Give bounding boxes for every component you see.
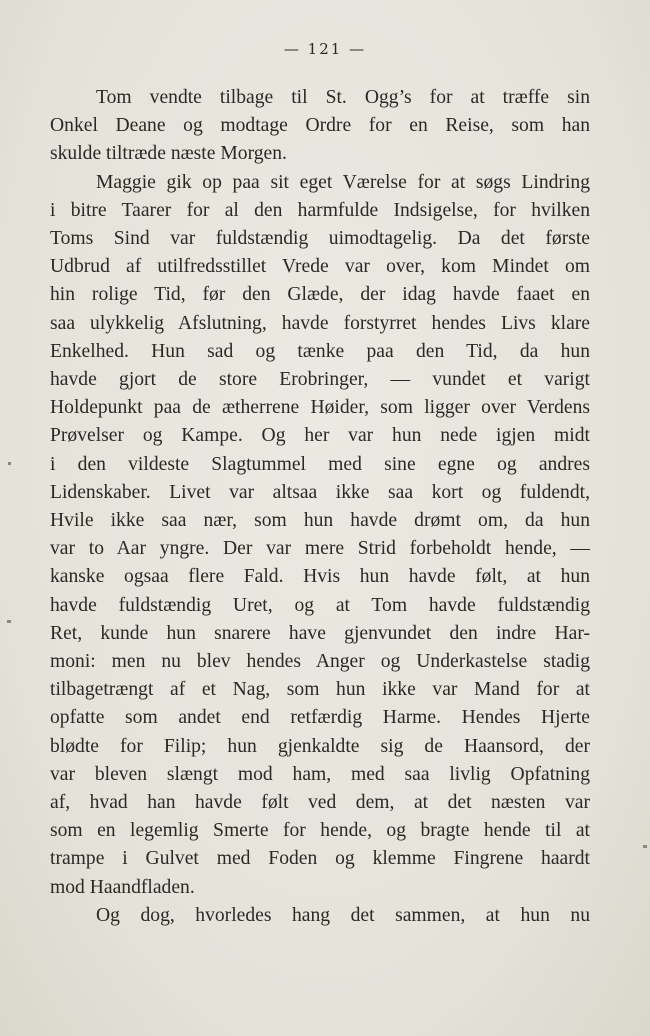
text-line: af, hvad han havde følt ved dem, at det næsten var xyxy=(50,792,590,814)
margin-speck xyxy=(7,620,11,623)
text-line: i bitre Taarer for al den harmfulde Indsigelse, for hvilken xyxy=(50,199,590,221)
text-line: skulde tiltræde næste Morgen. xyxy=(50,143,287,165)
text-line: Prøvelser og Kampe. Og her var hun nede igjen midt xyxy=(50,425,590,447)
text-line: Enkelhed. Hun sad og tænke paa den Tid, da hun xyxy=(50,340,590,362)
text-line: trampe i Gulvet med Foden og klemme Fingrene haardt xyxy=(50,848,590,870)
text-line: havde fuldstændig Uret, og at Tom havde fuldstændig xyxy=(50,594,590,616)
text-line: Onkel Deane og modtage Ordre for en Reise, som han xyxy=(50,115,590,137)
text-line: moni: men nu blev hendes Anger og Underkastelse stadig xyxy=(50,651,590,673)
text-line: opfatte som andet end retfærdig Harme. Hendes Hjerte xyxy=(50,707,590,729)
text-line: kanske ogsaa flere Fald. Hvis hun havde følt, at hun xyxy=(50,566,590,588)
text-line: Tom vendte tilbage til St. Ogg’s for at træffe sin xyxy=(96,87,590,108)
text-line: Hvile ikke saa nær, som hun havde drømt om, da hun xyxy=(50,510,590,532)
text-line: Ret, kunde hun snarere have gjenvundet den indre Har- xyxy=(50,622,590,644)
text-line: var to Aar yngre. Der var mere Strid forbeholdt hende, — xyxy=(50,538,590,560)
text-line: var bleven slængt mod ham, med saa livlig Opfatning xyxy=(50,763,590,785)
text-line: saa ulykkelig Afslutning, havde forstyrret hendes Livs klare xyxy=(50,312,590,334)
text-line: tilbagetrængt af et Nag, som hun ikke var Mand for at xyxy=(50,679,590,701)
margin-speck xyxy=(643,845,647,848)
page-number: — 121 — xyxy=(283,40,367,58)
margin-speck xyxy=(8,462,11,465)
text-line: Lidenskaber. Livet var altsaa ikke saa kort og fuldendt, xyxy=(50,481,590,503)
text-line: blødte for Filip; hun gjenkaldte sig de Haansord, der xyxy=(50,735,590,757)
text-line: Maggie gik op paa sit eget Værelse for at søgs Lindring xyxy=(96,171,590,193)
text-line: hin rolige Tid, før den Glæde, der idag havde faaet en xyxy=(50,284,590,306)
text-line: Udbrud af utilfredsstillet Vrede var over, kom Mindet om xyxy=(50,256,590,278)
text-line: som en legemlig Smerte for hende, og bragte hende til at xyxy=(50,820,590,842)
text-line: Toms Sind var fuldstændig uimodtagelig. Da det første xyxy=(50,228,590,250)
text-line: mod Haandfladen. xyxy=(50,876,195,898)
text-line: havde gjort de store Erobringer, — vundet et varigt xyxy=(50,369,590,391)
text-line: Holdepunkt paa de ætherrene Høider, som ligger over Verdens xyxy=(50,397,590,419)
text-line: i den vildeste Slagtummel med sine egne og andres xyxy=(50,453,590,475)
text-line: Og dog, hvorledes hang det sammen, at hun nu xyxy=(96,904,590,926)
body-text xyxy=(50,84,590,930)
